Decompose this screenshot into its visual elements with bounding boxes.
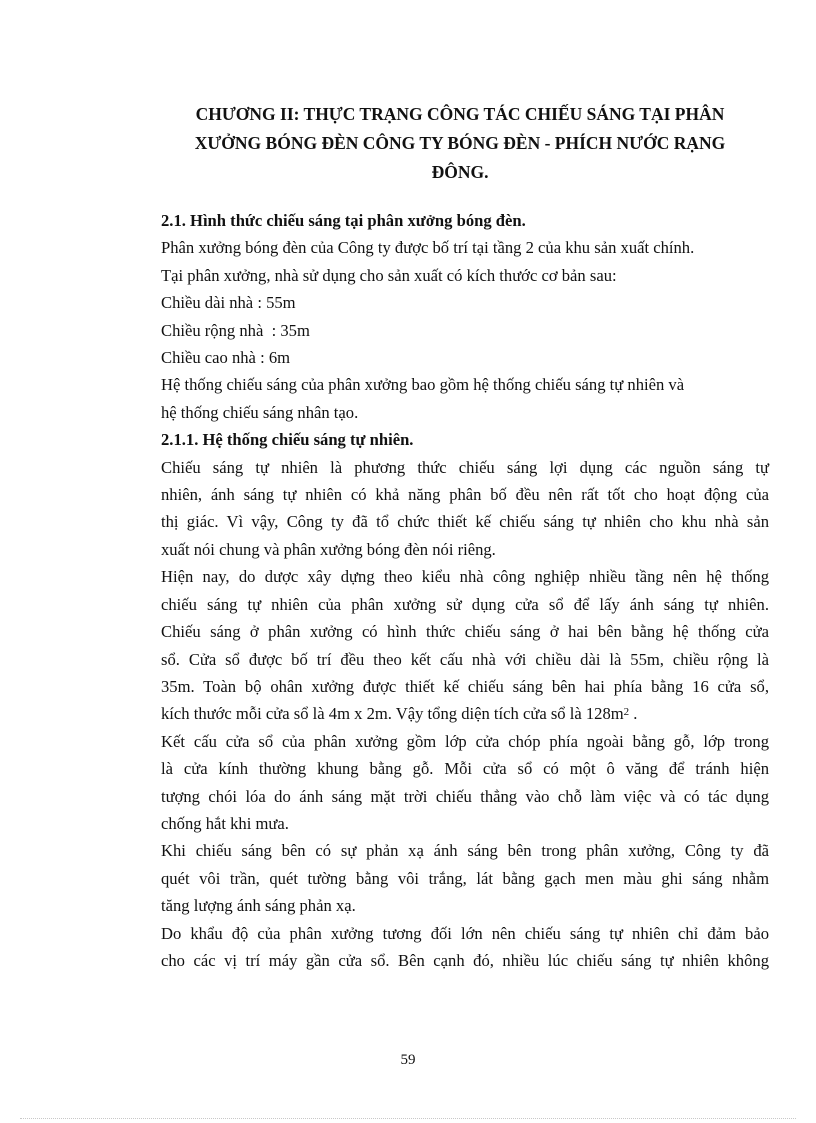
text-line: sổ. Cửa sổ được bố trí đều theo kết cấu nhà với chiều dài là 55m, chiều rộng là: [161, 649, 769, 669]
section-heading-2-1-1: 2.1.1. Hệ thống chiếu sáng tự nhiên.: [161, 430, 414, 450]
paragraph: [161, 563, 769, 727]
text-line: Kết cấu cửa sổ của phân xưởng gồm lớp cửa chóp phía ngoài bằng gỗ, lớp trong: [161, 731, 769, 751]
text-line: 35m. Toàn bộ ohân xưởng được thiết kế chiếu sáng bên hai phía bằng 16 cửa sổ,: [161, 676, 769, 696]
chapter-title-line: CHƯƠNG II: THỰC TRẠNG CÔNG TÁC CHIẾU SÁNG TẠI PHÂN: [195, 104, 725, 124]
text-line: Chiếu sáng ở phân xưởng có hình thức chiếu sáng ở hai bên bằng hệ thống cửa: [161, 622, 769, 642]
text-line: tượng chói lóa do ánh sáng mặt trời chiếu thẳng vào chỗ làm việc và có tác dụng: [161, 786, 769, 806]
text-line: Khi chiếu sáng bên có sự phản xạ ánh sáng bên trong phân xưởng, Công ty đã: [161, 841, 769, 861]
text-line: xuất nói chung và phân xưởng bóng đèn nói riêng.: [161, 539, 496, 559]
text-line: hệ thống chiếu sáng nhân tạo.: [161, 402, 359, 422]
text-line: Chiếu sáng tự nhiên là phương thức chiếu sáng lợi dụng các nguồn sáng tự: [161, 457, 769, 477]
text-line: Phân xưởng bóng đèn của Công ty được bố trí tại tầng 2 của khu sản xuất chính.: [161, 238, 695, 258]
text-line: là cửa kính thường khung bằng gỗ. Mỗi cửa sổ có một ô văng để tránh hiện: [161, 759, 769, 779]
chapter-title-line: XƯỞNG BÓNG ĐÈN CÔNG TY BÓNG ĐÈN - PHÍCH NƯỚC RẠNG: [194, 133, 726, 153]
text-line: Do khẩu độ của phân xưởng tương đối lớn nên chiếu sáng tự nhiên chỉ đảm bảo: [161, 923, 769, 943]
text-line: chiếu sáng tự nhiên của phân xưởng sử dụng cửa sổ để lấy ánh sáng tự nhiên.: [161, 594, 769, 614]
text-line: tăng lượng ánh sáng phản xạ.: [161, 896, 356, 916]
text-line: cho các vị trí máy gần cửa sổ. Bên cạnh đó, nhiều lúc chiếu sáng tự nhiên không: [161, 950, 769, 970]
paragraph: [161, 454, 769, 564]
text-line: quét vôi trần, quét tường bằng vôi trắng, lát bằng gạch men màu ghi sáng nhằm: [161, 868, 769, 888]
chapter-title-line: ĐÔNG.: [431, 162, 489, 182]
dimension-length: Chiều dài nhà : 55m: [161, 293, 296, 313]
page-number: 59: [400, 1052, 416, 1068]
dimension-height: Chiều cao nhà : 6m: [161, 348, 291, 368]
window-area-text: kích thước mỗi cửa sổ là 4m x 2m. Vậy tổng diện tích cửa sổ là 128m: [161, 704, 624, 724]
text-line: Hiện nay, do dược xây dựng theo kiểu nhà công nghiệp nhiều tầng nên hệ thống: [161, 567, 769, 587]
paragraph: [161, 728, 769, 838]
text-line: Hệ thống chiếu sáng của phân xưởng bao gồm hệ thống chiếu sáng tự nhiên và: [161, 375, 685, 395]
dimension-width: Chiều rộng nhà : 35m: [161, 320, 310, 340]
superscript-2: 2: [623, 706, 630, 719]
document-body: [161, 207, 769, 974]
paragraph: [161, 837, 769, 919]
chapter-title: [150, 100, 770, 187]
footer-divider: [20, 1118, 796, 1119]
text-line-window-area: [161, 700, 769, 727]
text-line: thị giác. Vì vậy, Công ty đã tổ chức thiết kế chiếu sáng tự nhiên cho khu nhà sản: [161, 512, 769, 532]
text-line: chống hắt khi mưa.: [161, 813, 289, 833]
window-area-end: .: [629, 704, 638, 724]
text-line: nhiên, ánh sáng tự nhiên có khả năng phân bố đều nên rất tốt cho hoạt động của: [161, 485, 769, 505]
text-line: Tại phân xưởng, nhà sử dụng cho sản xuất có kích thước cơ bản sau:: [161, 265, 617, 285]
section-heading-2-1: 2.1. Hình thức chiếu sáng tại phân xưởng bóng đèn.: [161, 211, 526, 230]
paragraph: [161, 920, 769, 975]
